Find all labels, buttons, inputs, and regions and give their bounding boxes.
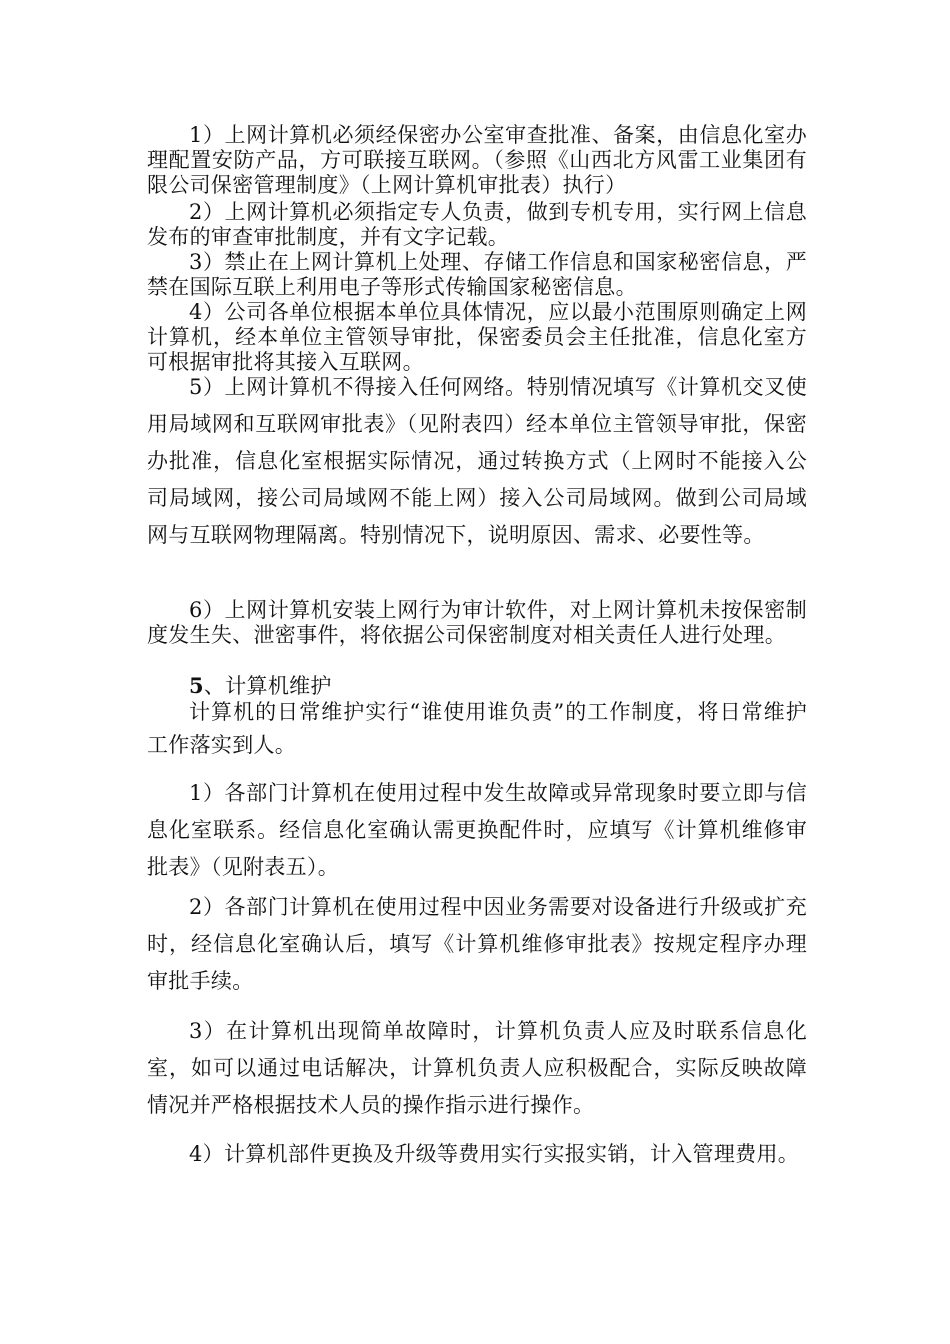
paragraph-dedicated-person: 2）上网计算机必须指定专人负责，做到专机专用，实行网上信息发布的审查审批制度，并有文字记载。	[147, 200, 807, 249]
paragraph-minimum-scope: 4）公司各单位根据本单位具体情况，应以最小范围原则确定上网计算机，经本单位主管领导审批，保密委员会主任批准，信息化室方可根据审批将其接入互联网。	[147, 300, 807, 374]
paragraph-network-isolation: 5）上网计算机不得接入任何网络。特别情况填写《计算机交叉使用局域网和互联网审批表》（见附表四）经本单位主管领导审批，保密办批准，信息化室根据实际情况，通过转换方式（上网时不能接入公司局域网，接公司局域网不能上网）接入公司局域网。做到公司局域网与互联网物理隔离。特别情况下，说明原因、需求、必要性等。	[147, 375, 807, 547]
paragraph-maintenance-intro: 计算机的日常维护实行“谁使用谁负责”的工作制度，将日常维护工作落实到人。	[147, 700, 807, 757]
section-title: 、计算机维护	[203, 674, 332, 698]
paragraph-audit-software: 6）上网计算机安装上网行为审计软件，对上网计算机未按保密制度发生失、泄密事件，将依据公司保密制度对相关责任人进行处理。	[147, 598, 807, 647]
paragraph-upgrade: 2）各部门计算机在使用过程中因业务需要对设备进行升级或扩充时，经信息化室确认后，填写《计算机维修审批表》按规定程序办理审批手续。	[147, 895, 807, 993]
section-number: 5	[189, 673, 204, 698]
paragraph-prohibition: 3）禁止在上网计算机上处理、存储工作信息和国家秘密信息，严禁在国际互联上利用电子等形式传输国家秘密信息。	[147, 250, 807, 299]
paragraph-fault-contact: 1）各部门计算机在使用过程中发生故障或异常现象时要立即与信息化室联系。经信息化室确认需更换配件时，应填写《计算机维修审批表》（见附表五）。	[147, 781, 807, 879]
paragraph-approval: 1）上网计算机必须经保密办公室审查批准、备案，由信息化室办理配置安防产品，方可联接互联网。（参照《山西北方风雷工业集团有限公司保密管理制度》（上网计算机审批表）执行）	[147, 123, 807, 197]
paragraph-simple-fault: 3）在计算机出现简单故障时，计算机负责人应及时联系信息化室，如可以通过电话解决，计算机负责人应积极配合，实际反映故障情况并严格根据技术人员的操作指示进行操作。	[147, 1019, 807, 1117]
paragraph-expenses: 4）计算机部件更换及升级等费用实行实报实销，计入管理费用。	[189, 1142, 800, 1166]
